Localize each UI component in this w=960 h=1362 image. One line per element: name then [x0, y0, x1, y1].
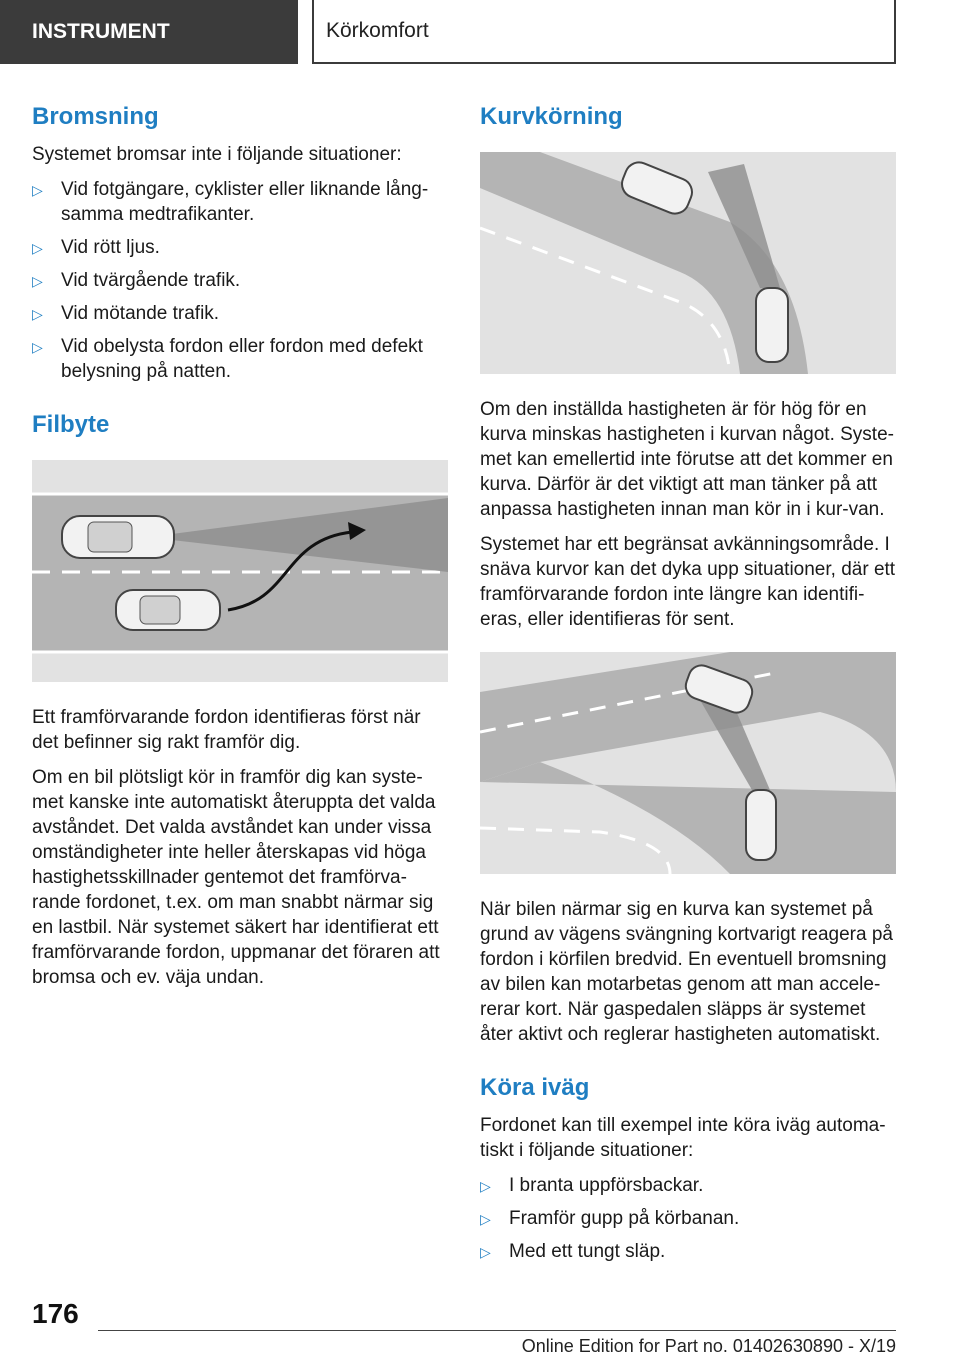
list-item — [480, 1173, 896, 1198]
triangle-bullet-icon: ▷ — [32, 339, 43, 355]
triangle-bullet-icon: ▷ — [32, 240, 43, 256]
list-item-text: Vid rött ljus. — [61, 237, 160, 258]
own-car-icon — [756, 288, 788, 362]
car-ahead-icon — [62, 516, 174, 558]
triangle-bullet-icon: ▷ — [480, 1211, 491, 1227]
kora-ivag-intro: Fordonet kan till exempel inte köra iväg automa-tiskt i följande situationer: — [480, 1115, 886, 1161]
kurvkorning-paragraph-3: När bilen närmar sig en kurva kan systemet på grund av vägens svängning kortvarigt reagera på fordon i körfilen bredvid. En eventuell bromsning av bilen kan motarbetas genom att man accele-rerar kort. När gaspedalen släpps är systemet åter aktivt och reglerar hastigheten automatiskt. — [480, 899, 893, 1045]
edition-note: Online Edition for Part no. 01402630890 - X/19 — [521, 1336, 896, 1356]
kurvkorning-paragraph-2: Systemet har ett begränsat avkänningsområde. I snäva kurvor kan det dyka upp situationer, där ett framförvarande fordon inte längre kan identifi-eras, eller identifieras för sent. — [480, 534, 896, 630]
filbyte-paragraph-2: Om en bil plötsligt kör in framför dig kan syste-met kanske inte automatiskt återuppta det valda avståndet. Det valda avståndet kan under vissa omständigheter inte heller återskapas vid höga hastighetsskillnader gentemot det framförva-rande fordonet, t.ex. om man snabbt närmar sig en lastbil. När systemet säkert har identifierat ett framförvarande fordon, uppmanar det föraren att bromsa och ev. väja undan. — [32, 767, 440, 988]
list-item-text: Framför gupp på körbanan. — [509, 1208, 740, 1229]
list-item-text: Vid tvärgående trafik. — [61, 270, 241, 291]
right-column — [480, 100, 896, 1278]
list-item-text: Med ett tungt släp. — [509, 1241, 666, 1262]
bromsning-intro: Systemet bromsar inte i följande situationer: — [32, 144, 402, 165]
left-column — [32, 100, 448, 1000]
heading-bromsning: Bromsning — [32, 103, 159, 130]
list-item-text: Vid mötande trafik. — [61, 303, 220, 324]
curve-illustration-2 — [480, 652, 896, 874]
lane-change-illustration — [32, 460, 448, 682]
page-number: 176 — [32, 1298, 79, 1329]
heading-kora-ivag: Köra iväg — [480, 1074, 590, 1101]
list-item — [480, 1206, 896, 1231]
kora-ivag-list — [480, 1173, 896, 1264]
list-item — [32, 235, 448, 260]
chapter-title: Körkomfort — [312, 0, 896, 64]
triangle-bullet-icon: ▷ — [32, 273, 43, 289]
triangle-bullet-icon: ▷ — [480, 1244, 491, 1260]
bromsning-list — [32, 177, 448, 384]
list-item — [32, 334, 448, 384]
list-item — [32, 177, 448, 227]
footer-divider — [98, 1330, 896, 1331]
list-item — [32, 268, 448, 293]
heading-kurvkorning: Kurvkörning — [480, 103, 623, 130]
curve-illustration-1 — [480, 152, 896, 374]
list-item-text: Vid obelysta fordon eller fordon med defekt belysning på natten. — [61, 336, 423, 382]
own-car-icon — [746, 790, 776, 860]
section-tab: INSTRUMENT — [0, 0, 298, 64]
list-item-text: I branta uppförsbackar. — [509, 1175, 704, 1196]
list-item — [32, 301, 448, 326]
triangle-bullet-icon: ▷ — [32, 306, 43, 322]
triangle-bullet-icon: ▷ — [480, 1178, 491, 1194]
heading-filbyte: Filbyte — [32, 411, 110, 438]
list-item-text: Vid fotgängare, cyklister eller liknande lång-samma medtrafikanter. — [61, 179, 429, 225]
filbyte-paragraph-1: Ett framförvarande fordon identifieras först när det befinner sig rakt framför dig. — [32, 707, 421, 753]
own-car-icon — [116, 590, 220, 630]
list-item — [480, 1239, 896, 1264]
kurvkorning-paragraph-1: Om den inställda hastigheten är för hög för en kurva minskas hastigheten i kurvan något. Syste-met kan emellertid inte förutse att det kommer en kurva. Därför är det viktigt att man tänker på att anpassa hastigheten innan man kör in i kur-van. — [480, 399, 894, 520]
triangle-bullet-icon: ▷ — [32, 182, 43, 198]
